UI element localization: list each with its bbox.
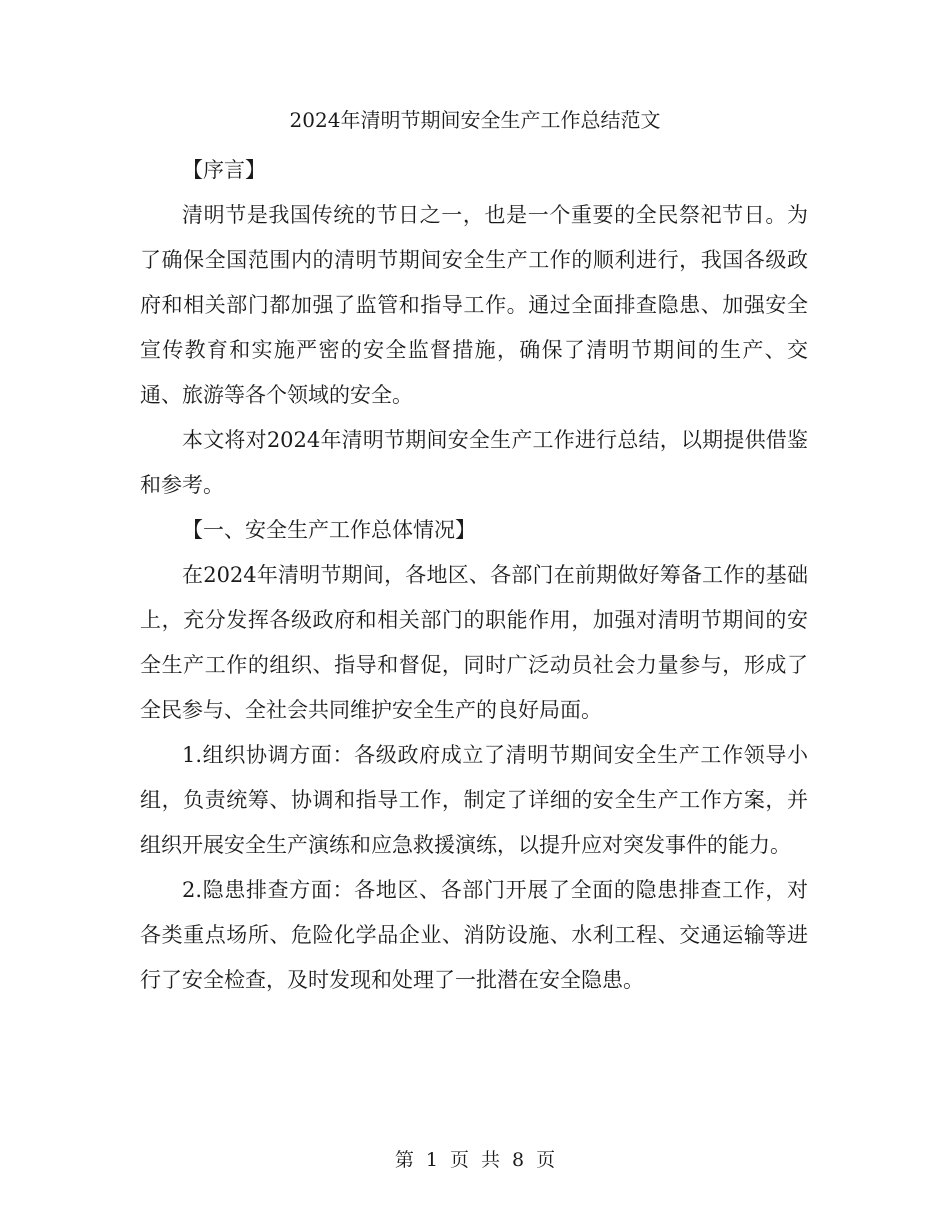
section-1-item-1: 1.组织协调方面：各级政府成立了清明节期间安全生产工作领导小组，负责统筹、协调和指导工作，制定了详细的安全生产工作方案，并组织开展安全生产演练和应急救援演练，以提升应对突发事件的能力。 [140, 743, 808, 857]
preface-paragraph-1: 清明节是我国传统的节日之一，也是一个重要的全民祭祀节日。为了确保全国范围内的清明节期间安全生产工作的顺利进行，我国各级政府和相关部门都加强了监管和指导工作。通过全面排查隐患、加强安全宣传教育和实施严密的安全监督措施，确保了清明节期间的生产、交通、旅游等各个领域的安全。 [140, 203, 808, 407]
section-1-paragraph: 在2024年清明节期间，各地区、各部门在前期做好筹备工作的基础上，充分发挥各级政府和相关部门的职能作用，加强对清明节期间的安全生产工作的组织、指导和督促，同时广泛动员社会力量参与，形成了全民参与、全社会共同维护安全生产的良好局面。 [140, 563, 808, 722]
document-title: 2024年清明节期间安全生产工作总结范文 [289, 108, 661, 132]
preface-heading: 【序言】 [182, 158, 266, 182]
page-number-footer: 第 1 页 共 8 页 [394, 1149, 556, 1171]
section-1-heading: 【一、安全生产工作总体情况】 [182, 518, 476, 542]
section-1-item-2: 2.隐患排查方面：各地区、各部门开展了全面的隐患排查工作，对各类重点场所、危险化学品企业、消防设施、水利工程、交通运输等进行了安全检查，及时发现和处理了一批潜在安全隐患。 [140, 878, 808, 992]
document-body [140, 148, 808, 1003]
preface-paragraph-2: 本文将对2024年清明节期间安全生产工作进行总结，以期提供借鉴和参考。 [140, 428, 808, 497]
